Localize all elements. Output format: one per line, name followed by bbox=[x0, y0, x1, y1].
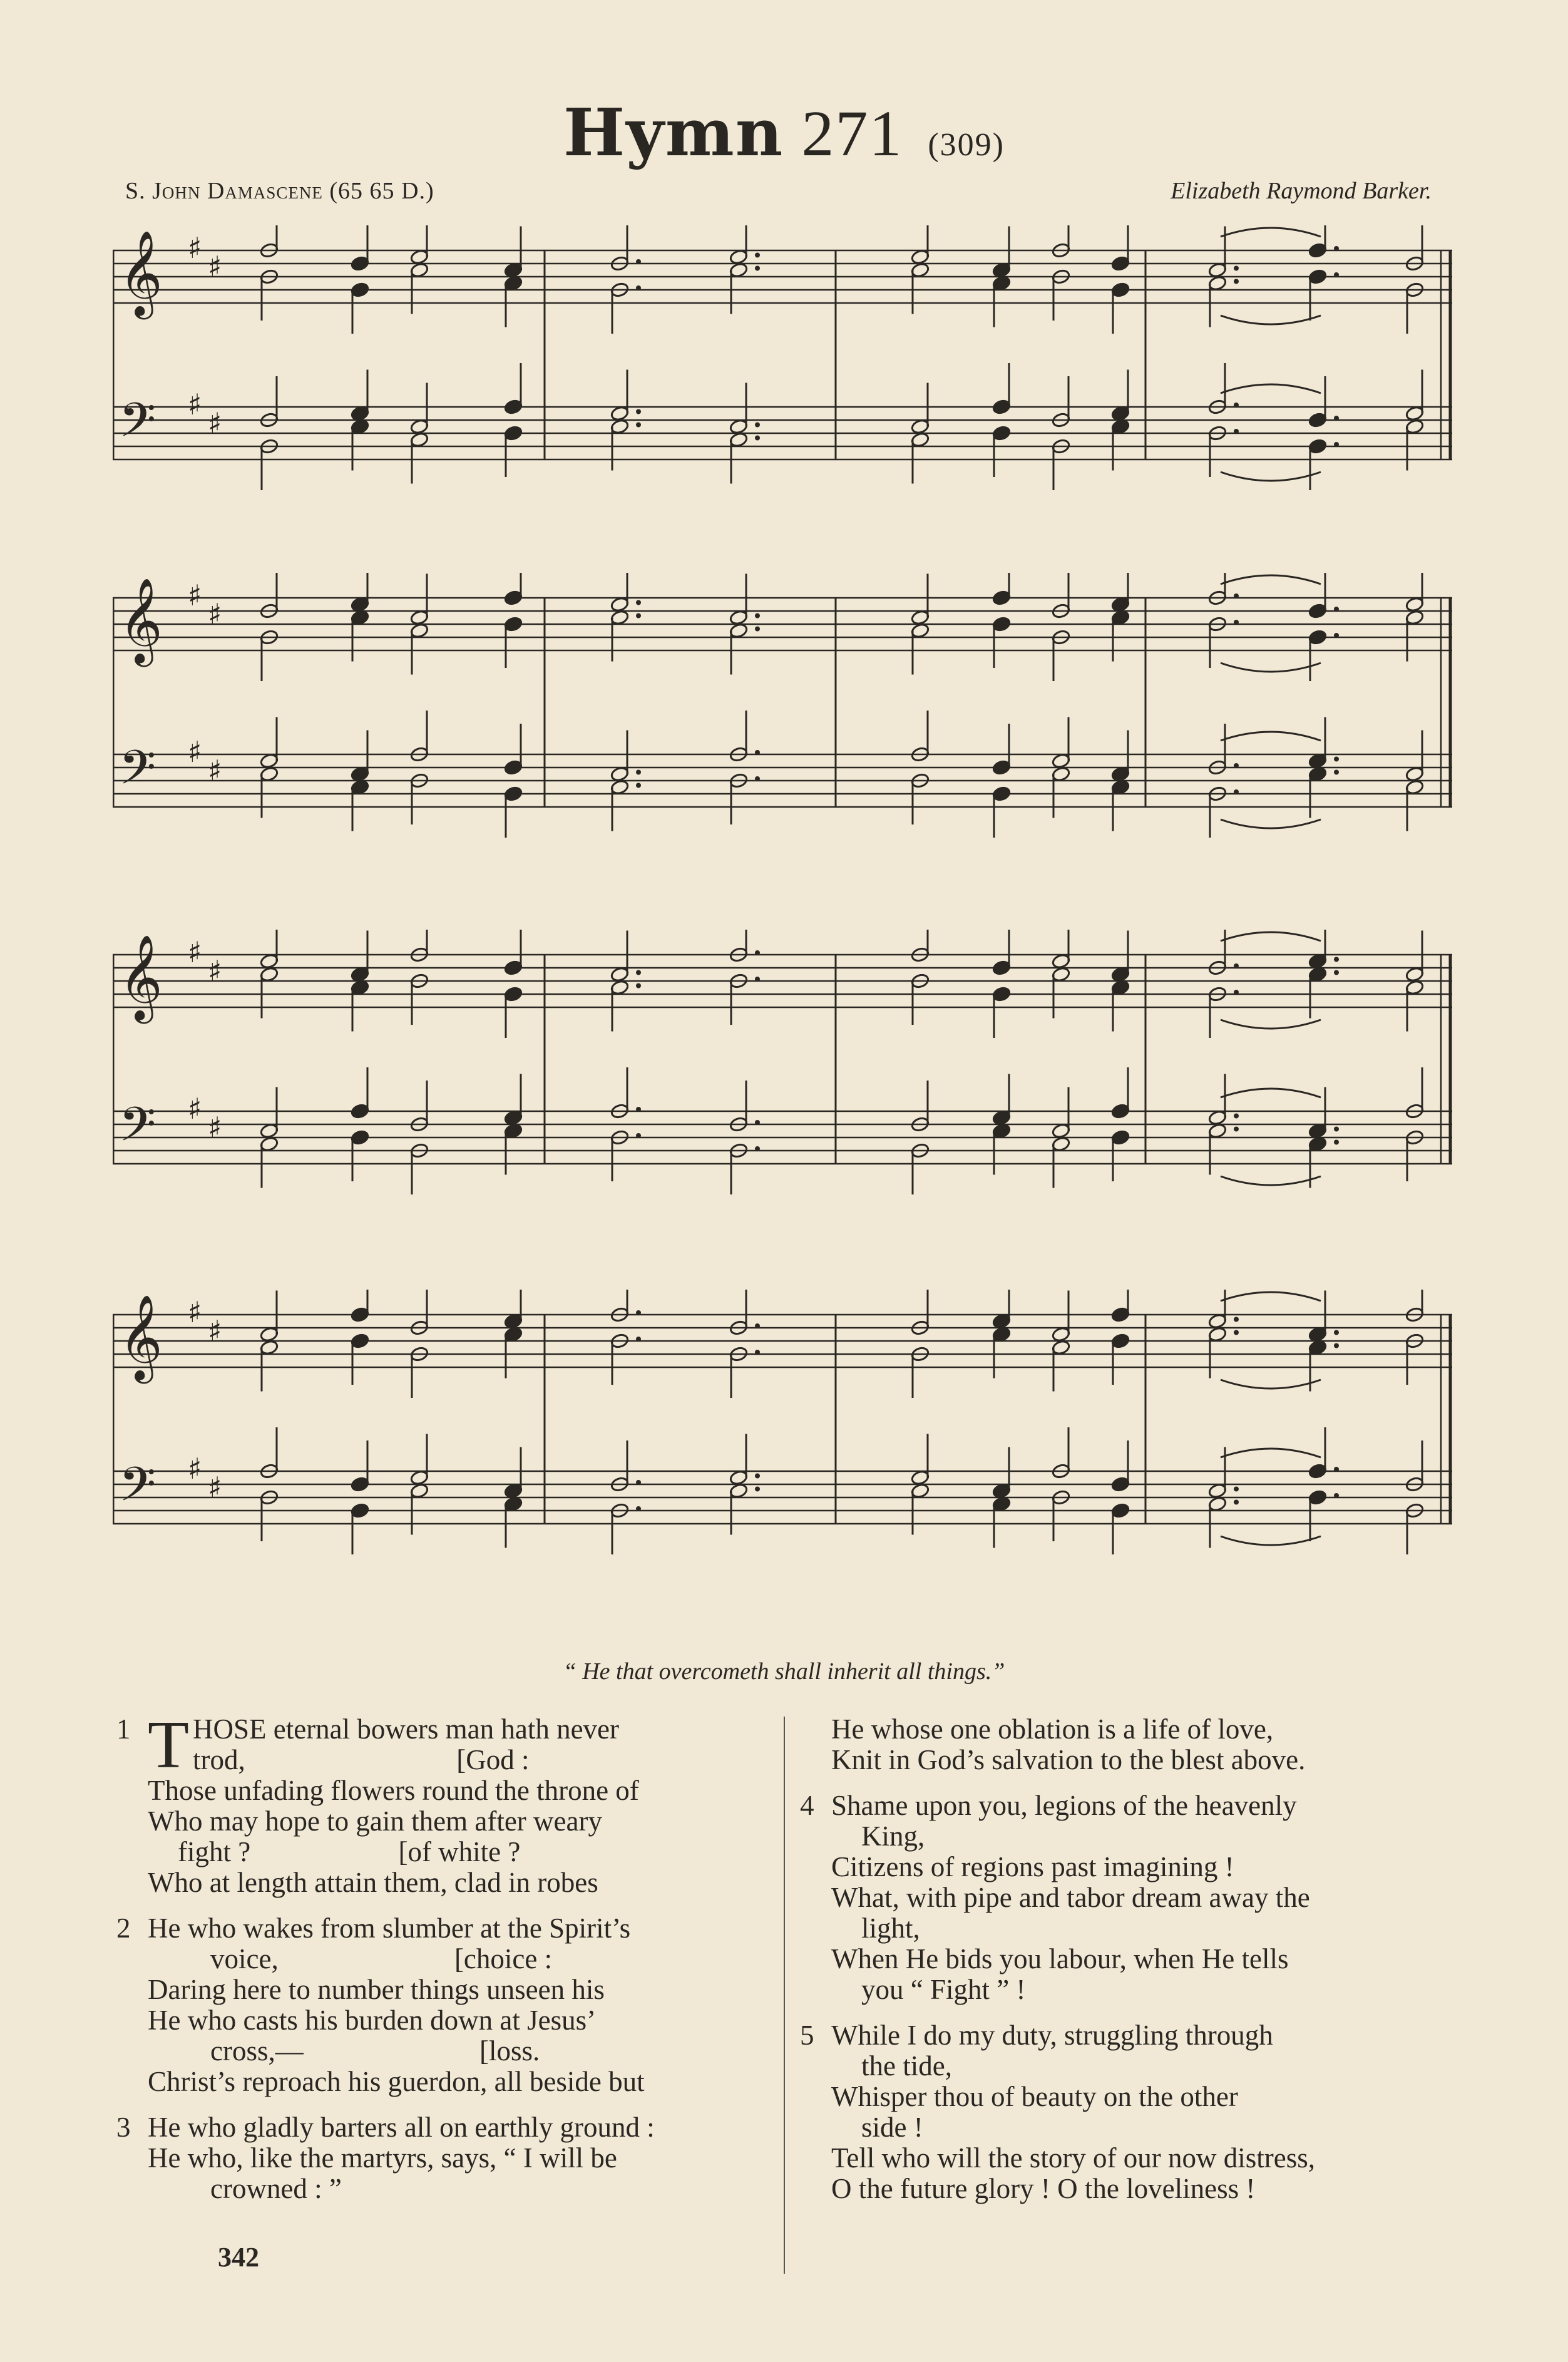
verse-line: Who at length attain them, clad in robes bbox=[148, 1867, 598, 1898]
verse-line: light, bbox=[861, 1913, 920, 1944]
drop-cap: T bbox=[148, 1708, 189, 1782]
tune-name: S. John Damascene (65 65 D.) bbox=[125, 178, 434, 204]
title-word: Hymn bbox=[563, 94, 784, 171]
verse-line: HOSE eternal bowers man hath never bbox=[192, 1713, 620, 1745]
verse-number: 4 bbox=[800, 1790, 814, 1821]
svg-text:𝄞: 𝄞 bbox=[119, 577, 163, 663]
verse bbox=[795, 1790, 1458, 2005]
verse-number: 1 bbox=[116, 1713, 131, 1745]
hymn-number: 271 bbox=[801, 98, 903, 170]
staff-system bbox=[113, 225, 1452, 551]
verse-line: Tell who will the story of our now distress, bbox=[831, 2142, 1316, 2174]
svg-text:𝄢: 𝄢 bbox=[119, 393, 156, 460]
verse-line: crowned : ” bbox=[210, 2173, 342, 2204]
verse-line: Knit in God’s salvation to the blest above. bbox=[831, 1744, 1306, 1775]
verse-line: Christ’s reproach his guerdon, all beside but bbox=[148, 2066, 645, 2097]
svg-text:𝄢: 𝄢 bbox=[119, 740, 156, 807]
verse-line: Those unfading flowers round the throne of bbox=[148, 1775, 639, 1806]
verse-number: 3 bbox=[116, 2112, 131, 2143]
music-system-4 bbox=[113, 1290, 1452, 1615]
verse-line: Citizens of regions past imagining ! bbox=[831, 1851, 1234, 1882]
verse bbox=[111, 1913, 772, 2097]
svg-text:♯: ♯ bbox=[188, 1295, 202, 1329]
verse-line: While I do my duty, struggling through bbox=[831, 2020, 1273, 2051]
verse-line: King, bbox=[861, 1820, 925, 1852]
staff-system bbox=[113, 930, 1452, 1255]
svg-text:♯: ♯ bbox=[188, 388, 202, 421]
verse-line: He who wakes from slumber at the Spirit’s bbox=[148, 1913, 631, 1944]
epigraph: “ He that overcometh shall inherit all things.” bbox=[563, 1658, 1005, 1685]
hymn-title bbox=[0, 94, 1568, 171]
verse-line: the tide, bbox=[861, 2050, 952, 2082]
alt-hymn-number: (309) bbox=[928, 127, 1005, 163]
verse-line: He whose one oblation is a life of love, bbox=[831, 1713, 1274, 1745]
svg-text:♯: ♯ bbox=[208, 597, 222, 631]
svg-text:♯: ♯ bbox=[188, 578, 202, 612]
verse-number: 2 bbox=[116, 1913, 131, 1944]
svg-text:𝄢: 𝄢 bbox=[119, 1097, 156, 1164]
verse-line: voice, [choice : bbox=[210, 1943, 553, 1974]
svg-text:♯: ♯ bbox=[208, 754, 222, 788]
verses-right-column bbox=[795, 1714, 1458, 2219]
verse-number: 5 bbox=[800, 2020, 814, 2051]
svg-text:𝄞: 𝄞 bbox=[119, 933, 163, 1020]
verse-line: He who gladly barters all on earthly ground : bbox=[148, 2112, 655, 2143]
verse-line: trod, [God : bbox=[192, 1744, 530, 1775]
svg-text:♯: ♯ bbox=[188, 935, 202, 969]
verse-line: What, with pipe and tabor dream away the bbox=[831, 1882, 1310, 1913]
svg-text:♯: ♯ bbox=[208, 250, 222, 284]
verse-line: Whisper thou of beauty on the other bbox=[831, 2081, 1238, 2112]
staff-system bbox=[113, 573, 1452, 898]
verse-line: Shame upon you, legions of the heavenly bbox=[831, 1790, 1297, 1821]
verse-line: O the future glory ! O the loveliness ! bbox=[831, 2173, 1256, 2204]
verses-left-column bbox=[111, 1708, 772, 2219]
svg-text:𝄞: 𝄞 bbox=[119, 229, 163, 316]
staff-system bbox=[113, 1290, 1452, 1615]
svg-text:♯: ♯ bbox=[188, 1092, 202, 1126]
verse-line: Daring here to number things unseen his bbox=[148, 1974, 605, 2005]
verse bbox=[111, 1708, 772, 1898]
verse-line: side ! bbox=[861, 2112, 923, 2143]
svg-text:♯: ♯ bbox=[188, 735, 202, 769]
svg-text:𝄞: 𝄞 bbox=[119, 1293, 163, 1380]
verse-line: cross,— [loss. bbox=[210, 2035, 540, 2067]
music-system-1 bbox=[113, 225, 1452, 551]
column-divider bbox=[784, 1717, 785, 2274]
music-system-3 bbox=[113, 930, 1452, 1255]
verse bbox=[795, 2020, 1458, 2204]
author-name: Elizabeth Raymond Barker. bbox=[1171, 178, 1432, 204]
svg-text:♯: ♯ bbox=[188, 231, 202, 265]
verse-line: He who, like the martyrs, says, “ I will be bbox=[148, 2142, 617, 2174]
verse bbox=[111, 2112, 772, 2204]
svg-text:𝄢: 𝄢 bbox=[119, 1457, 156, 1524]
svg-text:♯: ♯ bbox=[208, 954, 222, 988]
page-number: 342 bbox=[218, 2242, 259, 2272]
verse-line: He who casts his burden down at Jesus’ bbox=[148, 2005, 597, 2036]
verse-line: Who may hope to gain them after weary bbox=[148, 1805, 602, 1837]
svg-text:♯: ♯ bbox=[188, 1452, 202, 1486]
svg-text:♯: ♯ bbox=[208, 1471, 222, 1504]
verse-line: fight ? [of white ? bbox=[178, 1836, 521, 1867]
verse-line: you “ Fight ” ! bbox=[861, 1974, 1026, 2005]
svg-text:♯: ♯ bbox=[208, 406, 222, 440]
verse-line: When He bids you labour, when He tells bbox=[831, 1943, 1289, 1974]
svg-text:♯: ♯ bbox=[208, 1111, 222, 1144]
verse bbox=[795, 1714, 1458, 1775]
svg-text:♯: ♯ bbox=[208, 1314, 222, 1348]
music-system-2 bbox=[113, 573, 1452, 898]
